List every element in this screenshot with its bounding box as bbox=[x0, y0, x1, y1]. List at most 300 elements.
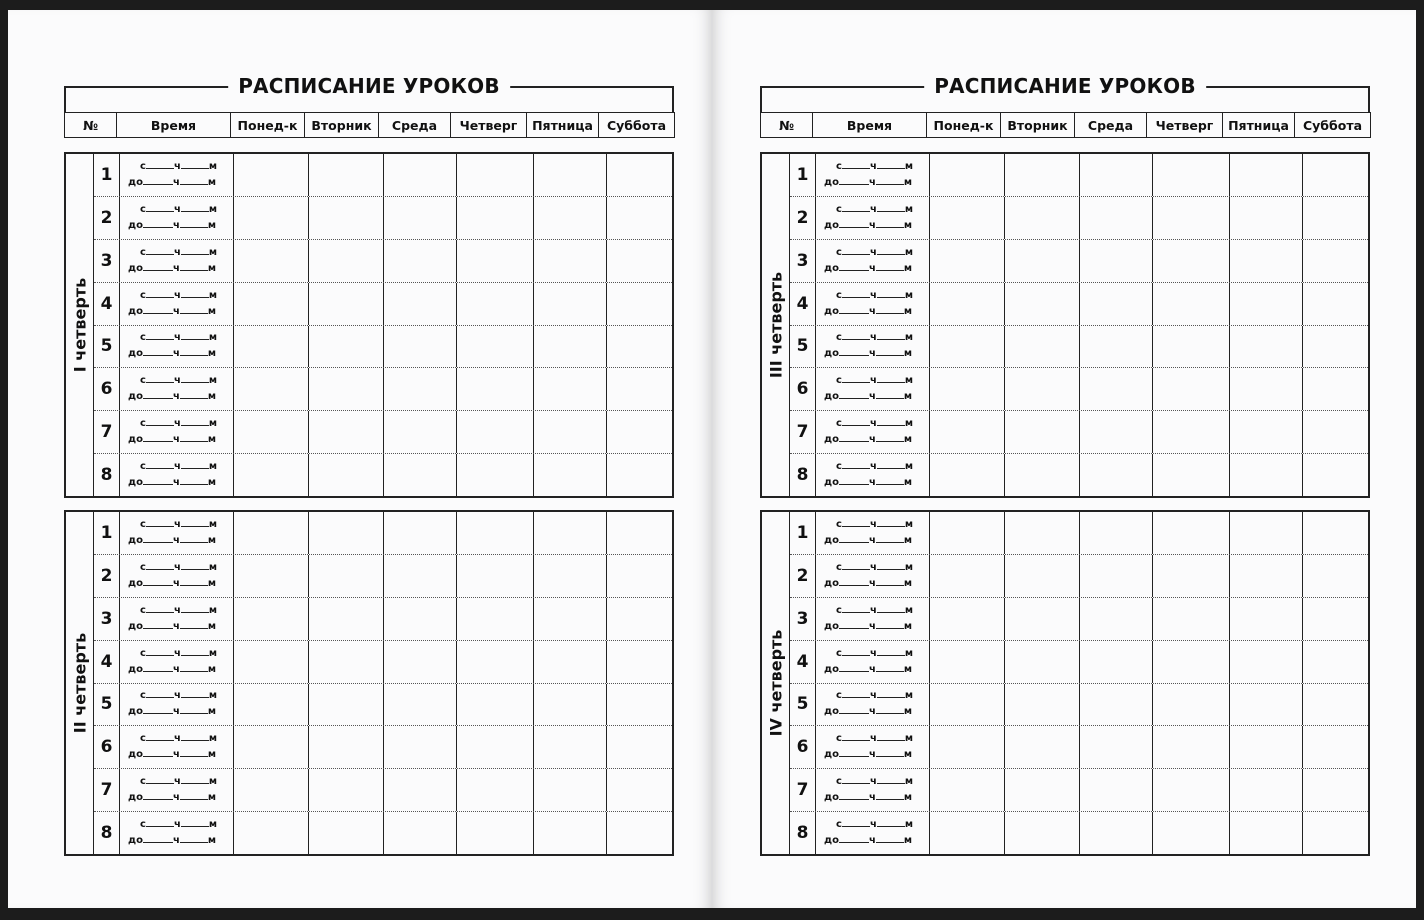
monday-cell[interactable] bbox=[930, 726, 1005, 768]
minutes-blank[interactable] bbox=[180, 261, 208, 271]
hours-blank[interactable] bbox=[143, 304, 173, 314]
saturday-cell[interactable] bbox=[607, 512, 672, 554]
friday-cell[interactable] bbox=[1230, 454, 1303, 496]
thursday-cell[interactable] bbox=[1153, 598, 1230, 640]
saturday-cell[interactable] bbox=[607, 555, 672, 597]
hours-blank[interactable] bbox=[839, 533, 869, 543]
minutes-blank[interactable] bbox=[877, 459, 905, 469]
thursday-cell[interactable] bbox=[1153, 555, 1230, 597]
lesson-time-field[interactable] bbox=[816, 812, 930, 854]
saturday-cell[interactable] bbox=[607, 726, 672, 768]
monday-cell[interactable] bbox=[234, 197, 309, 239]
saturday-cell[interactable] bbox=[1303, 512, 1368, 554]
friday-cell[interactable] bbox=[534, 283, 607, 325]
hours-blank[interactable] bbox=[146, 459, 174, 469]
monday-cell[interactable] bbox=[930, 411, 1005, 453]
monday-cell[interactable] bbox=[234, 598, 309, 640]
lesson-time-field[interactable] bbox=[120, 240, 234, 282]
minutes-blank[interactable] bbox=[181, 459, 209, 469]
minutes-blank[interactable] bbox=[181, 288, 209, 298]
thursday-cell[interactable] bbox=[457, 283, 534, 325]
friday-cell[interactable] bbox=[534, 555, 607, 597]
hours-blank[interactable] bbox=[839, 662, 869, 672]
wednesday-cell[interactable] bbox=[1080, 726, 1153, 768]
hours-blank[interactable] bbox=[143, 619, 173, 629]
thursday-cell[interactable] bbox=[457, 368, 534, 410]
thursday-cell[interactable] bbox=[1153, 812, 1230, 854]
lesson-time-field[interactable] bbox=[816, 197, 930, 239]
saturday-cell[interactable] bbox=[1303, 326, 1368, 368]
wednesday-cell[interactable] bbox=[384, 812, 457, 854]
wednesday-cell[interactable] bbox=[1080, 555, 1153, 597]
minutes-blank[interactable] bbox=[180, 704, 208, 714]
saturday-cell[interactable] bbox=[1303, 454, 1368, 496]
thursday-cell[interactable] bbox=[457, 555, 534, 597]
saturday-cell[interactable] bbox=[1303, 641, 1368, 683]
minutes-blank[interactable] bbox=[181, 202, 209, 212]
thursday-cell[interactable] bbox=[457, 512, 534, 554]
wednesday-cell[interactable] bbox=[1080, 154, 1153, 196]
monday-cell[interactable] bbox=[234, 641, 309, 683]
hours-blank[interactable] bbox=[842, 330, 870, 340]
hours-blank[interactable] bbox=[146, 245, 174, 255]
lesson-time-field[interactable] bbox=[120, 197, 234, 239]
hours-blank[interactable] bbox=[842, 774, 870, 784]
friday-cell[interactable] bbox=[1230, 684, 1303, 726]
hours-blank[interactable] bbox=[143, 389, 173, 399]
friday-cell[interactable] bbox=[534, 684, 607, 726]
tuesday-cell[interactable] bbox=[1005, 555, 1080, 597]
wednesday-cell[interactable] bbox=[1080, 769, 1153, 811]
hours-blank[interactable] bbox=[842, 646, 870, 656]
minutes-blank[interactable] bbox=[876, 261, 904, 271]
lesson-time-field[interactable] bbox=[120, 641, 234, 683]
saturday-cell[interactable] bbox=[607, 154, 672, 196]
saturday-cell[interactable] bbox=[607, 641, 672, 683]
thursday-cell[interactable] bbox=[457, 812, 534, 854]
minutes-blank[interactable] bbox=[180, 662, 208, 672]
wednesday-cell[interactable] bbox=[1080, 598, 1153, 640]
tuesday-cell[interactable] bbox=[309, 454, 384, 496]
monday-cell[interactable] bbox=[930, 598, 1005, 640]
friday-cell[interactable] bbox=[1230, 641, 1303, 683]
tuesday-cell[interactable] bbox=[309, 555, 384, 597]
tuesday-cell[interactable] bbox=[1005, 326, 1080, 368]
tuesday-cell[interactable] bbox=[1005, 154, 1080, 196]
minutes-blank[interactable] bbox=[181, 416, 209, 426]
hours-blank[interactable] bbox=[842, 688, 870, 698]
lesson-time-field[interactable] bbox=[120, 411, 234, 453]
monday-cell[interactable] bbox=[234, 283, 309, 325]
thursday-cell[interactable] bbox=[457, 240, 534, 282]
hours-blank[interactable] bbox=[842, 517, 870, 527]
hours-blank[interactable] bbox=[146, 330, 174, 340]
minutes-blank[interactable] bbox=[181, 330, 209, 340]
minutes-blank[interactable] bbox=[877, 330, 905, 340]
monday-cell[interactable] bbox=[930, 512, 1005, 554]
monday-cell[interactable] bbox=[930, 555, 1005, 597]
minutes-blank[interactable] bbox=[876, 790, 904, 800]
hours-blank[interactable] bbox=[842, 245, 870, 255]
thursday-cell[interactable] bbox=[457, 684, 534, 726]
friday-cell[interactable] bbox=[534, 812, 607, 854]
minutes-blank[interactable] bbox=[876, 662, 904, 672]
tuesday-cell[interactable] bbox=[1005, 684, 1080, 726]
lesson-time-field[interactable] bbox=[816, 598, 930, 640]
monday-cell[interactable] bbox=[930, 283, 1005, 325]
wednesday-cell[interactable] bbox=[384, 411, 457, 453]
saturday-cell[interactable] bbox=[607, 240, 672, 282]
hours-blank[interactable] bbox=[146, 603, 174, 613]
tuesday-cell[interactable] bbox=[1005, 197, 1080, 239]
thursday-cell[interactable] bbox=[1153, 154, 1230, 196]
hours-blank[interactable] bbox=[146, 288, 174, 298]
hours-blank[interactable] bbox=[146, 159, 174, 169]
thursday-cell[interactable] bbox=[457, 726, 534, 768]
minutes-blank[interactable] bbox=[876, 833, 904, 843]
tuesday-cell[interactable] bbox=[1005, 368, 1080, 410]
tuesday-cell[interactable] bbox=[309, 154, 384, 196]
monday-cell[interactable] bbox=[234, 769, 309, 811]
minutes-blank[interactable] bbox=[877, 731, 905, 741]
tuesday-cell[interactable] bbox=[309, 283, 384, 325]
minutes-blank[interactable] bbox=[877, 646, 905, 656]
lesson-time-field[interactable] bbox=[120, 454, 234, 496]
minutes-blank[interactable] bbox=[876, 619, 904, 629]
minutes-blank[interactable] bbox=[180, 833, 208, 843]
tuesday-cell[interactable] bbox=[309, 812, 384, 854]
saturday-cell[interactable] bbox=[1303, 411, 1368, 453]
monday-cell[interactable] bbox=[930, 154, 1005, 196]
wednesday-cell[interactable] bbox=[384, 368, 457, 410]
minutes-blank[interactable] bbox=[180, 346, 208, 356]
minutes-blank[interactable] bbox=[876, 175, 904, 185]
wednesday-cell[interactable] bbox=[384, 197, 457, 239]
tuesday-cell[interactable] bbox=[1005, 598, 1080, 640]
lesson-time-field[interactable] bbox=[816, 326, 930, 368]
saturday-cell[interactable] bbox=[1303, 726, 1368, 768]
minutes-blank[interactable] bbox=[181, 159, 209, 169]
minutes-blank[interactable] bbox=[181, 688, 209, 698]
thursday-cell[interactable] bbox=[1153, 368, 1230, 410]
monday-cell[interactable] bbox=[234, 812, 309, 854]
lesson-time-field[interactable] bbox=[120, 812, 234, 854]
monday-cell[interactable] bbox=[930, 684, 1005, 726]
hours-blank[interactable] bbox=[146, 517, 174, 527]
minutes-blank[interactable] bbox=[181, 603, 209, 613]
saturday-cell[interactable] bbox=[1303, 240, 1368, 282]
wednesday-cell[interactable] bbox=[1080, 240, 1153, 282]
hours-blank[interactable] bbox=[839, 218, 869, 228]
hours-blank[interactable] bbox=[143, 475, 173, 485]
hours-blank[interactable] bbox=[839, 833, 869, 843]
thursday-cell[interactable] bbox=[457, 598, 534, 640]
hours-blank[interactable] bbox=[839, 304, 869, 314]
friday-cell[interactable] bbox=[534, 726, 607, 768]
lesson-time-field[interactable] bbox=[816, 512, 930, 554]
tuesday-cell[interactable] bbox=[309, 411, 384, 453]
monday-cell[interactable] bbox=[930, 326, 1005, 368]
minutes-blank[interactable] bbox=[876, 346, 904, 356]
hours-blank[interactable] bbox=[842, 416, 870, 426]
monday-cell[interactable] bbox=[234, 726, 309, 768]
friday-cell[interactable] bbox=[1230, 512, 1303, 554]
friday-cell[interactable] bbox=[1230, 283, 1303, 325]
monday-cell[interactable] bbox=[234, 326, 309, 368]
thursday-cell[interactable] bbox=[1153, 326, 1230, 368]
hours-blank[interactable] bbox=[842, 459, 870, 469]
tuesday-cell[interactable] bbox=[309, 641, 384, 683]
lesson-time-field[interactable] bbox=[816, 555, 930, 597]
lesson-time-field[interactable] bbox=[816, 283, 930, 325]
wednesday-cell[interactable] bbox=[384, 240, 457, 282]
hours-blank[interactable] bbox=[839, 619, 869, 629]
tuesday-cell[interactable] bbox=[309, 598, 384, 640]
friday-cell[interactable] bbox=[1230, 411, 1303, 453]
minutes-blank[interactable] bbox=[876, 475, 904, 485]
monday-cell[interactable] bbox=[234, 512, 309, 554]
hours-blank[interactable] bbox=[146, 560, 174, 570]
minutes-blank[interactable] bbox=[180, 218, 208, 228]
monday-cell[interactable] bbox=[930, 197, 1005, 239]
saturday-cell[interactable] bbox=[1303, 684, 1368, 726]
hours-blank[interactable] bbox=[146, 731, 174, 741]
minutes-blank[interactable] bbox=[877, 288, 905, 298]
friday-cell[interactable] bbox=[1230, 368, 1303, 410]
hours-blank[interactable] bbox=[143, 346, 173, 356]
tuesday-cell[interactable] bbox=[309, 326, 384, 368]
wednesday-cell[interactable] bbox=[1080, 368, 1153, 410]
friday-cell[interactable] bbox=[534, 641, 607, 683]
tuesday-cell[interactable] bbox=[1005, 411, 1080, 453]
hours-blank[interactable] bbox=[839, 475, 869, 485]
minutes-blank[interactable] bbox=[876, 218, 904, 228]
friday-cell[interactable] bbox=[1230, 240, 1303, 282]
hours-blank[interactable] bbox=[839, 704, 869, 714]
thursday-cell[interactable] bbox=[1153, 454, 1230, 496]
minutes-blank[interactable] bbox=[181, 560, 209, 570]
minutes-blank[interactable] bbox=[181, 646, 209, 656]
saturday-cell[interactable] bbox=[1303, 555, 1368, 597]
minutes-blank[interactable] bbox=[876, 533, 904, 543]
thursday-cell[interactable] bbox=[1153, 684, 1230, 726]
hours-blank[interactable] bbox=[146, 817, 174, 827]
tuesday-cell[interactable] bbox=[1005, 283, 1080, 325]
saturday-cell[interactable] bbox=[607, 812, 672, 854]
thursday-cell[interactable] bbox=[1153, 411, 1230, 453]
lesson-time-field[interactable] bbox=[816, 454, 930, 496]
hours-blank[interactable] bbox=[842, 288, 870, 298]
wednesday-cell[interactable] bbox=[1080, 411, 1153, 453]
hours-blank[interactable] bbox=[842, 817, 870, 827]
hours-blank[interactable] bbox=[842, 159, 870, 169]
hours-blank[interactable] bbox=[842, 560, 870, 570]
tuesday-cell[interactable] bbox=[309, 197, 384, 239]
friday-cell[interactable] bbox=[534, 154, 607, 196]
thursday-cell[interactable] bbox=[1153, 283, 1230, 325]
thursday-cell[interactable] bbox=[457, 641, 534, 683]
hours-blank[interactable] bbox=[839, 175, 869, 185]
thursday-cell[interactable] bbox=[1153, 512, 1230, 554]
tuesday-cell[interactable] bbox=[309, 684, 384, 726]
wednesday-cell[interactable] bbox=[1080, 326, 1153, 368]
friday-cell[interactable] bbox=[1230, 598, 1303, 640]
hours-blank[interactable] bbox=[839, 261, 869, 271]
minutes-blank[interactable] bbox=[876, 389, 904, 399]
monday-cell[interactable] bbox=[234, 411, 309, 453]
minutes-blank[interactable] bbox=[181, 245, 209, 255]
hours-blank[interactable] bbox=[842, 603, 870, 613]
saturday-cell[interactable] bbox=[607, 197, 672, 239]
saturday-cell[interactable] bbox=[607, 368, 672, 410]
tuesday-cell[interactable] bbox=[1005, 726, 1080, 768]
lesson-time-field[interactable] bbox=[816, 641, 930, 683]
wednesday-cell[interactable] bbox=[1080, 684, 1153, 726]
monday-cell[interactable] bbox=[234, 454, 309, 496]
tuesday-cell[interactable] bbox=[309, 368, 384, 410]
friday-cell[interactable] bbox=[534, 368, 607, 410]
thursday-cell[interactable] bbox=[1153, 240, 1230, 282]
friday-cell[interactable] bbox=[1230, 769, 1303, 811]
monday-cell[interactable] bbox=[234, 240, 309, 282]
tuesday-cell[interactable] bbox=[1005, 240, 1080, 282]
minutes-blank[interactable] bbox=[877, 373, 905, 383]
tuesday-cell[interactable] bbox=[1005, 641, 1080, 683]
hours-blank[interactable] bbox=[839, 747, 869, 757]
friday-cell[interactable] bbox=[1230, 812, 1303, 854]
friday-cell[interactable] bbox=[1230, 197, 1303, 239]
saturday-cell[interactable] bbox=[607, 326, 672, 368]
thursday-cell[interactable] bbox=[457, 197, 534, 239]
friday-cell[interactable] bbox=[1230, 326, 1303, 368]
minutes-blank[interactable] bbox=[181, 373, 209, 383]
minutes-blank[interactable] bbox=[180, 533, 208, 543]
saturday-cell[interactable] bbox=[1303, 154, 1368, 196]
hours-blank[interactable] bbox=[839, 790, 869, 800]
wednesday-cell[interactable] bbox=[1080, 283, 1153, 325]
hours-blank[interactable] bbox=[146, 688, 174, 698]
friday-cell[interactable] bbox=[1230, 154, 1303, 196]
hours-blank[interactable] bbox=[146, 416, 174, 426]
friday-cell[interactable] bbox=[1230, 726, 1303, 768]
thursday-cell[interactable] bbox=[457, 154, 534, 196]
minutes-blank[interactable] bbox=[877, 202, 905, 212]
friday-cell[interactable] bbox=[534, 411, 607, 453]
minutes-blank[interactable] bbox=[180, 576, 208, 586]
tuesday-cell[interactable] bbox=[1005, 812, 1080, 854]
wednesday-cell[interactable] bbox=[384, 769, 457, 811]
minutes-blank[interactable] bbox=[877, 603, 905, 613]
wednesday-cell[interactable] bbox=[384, 555, 457, 597]
hours-blank[interactable] bbox=[143, 790, 173, 800]
thursday-cell[interactable] bbox=[1153, 641, 1230, 683]
thursday-cell[interactable] bbox=[457, 769, 534, 811]
tuesday-cell[interactable] bbox=[1005, 512, 1080, 554]
lesson-time-field[interactable] bbox=[816, 726, 930, 768]
wednesday-cell[interactable] bbox=[1080, 454, 1153, 496]
lesson-time-field[interactable] bbox=[816, 769, 930, 811]
friday-cell[interactable] bbox=[534, 512, 607, 554]
lesson-time-field[interactable] bbox=[120, 726, 234, 768]
thursday-cell[interactable] bbox=[1153, 769, 1230, 811]
hours-blank[interactable] bbox=[143, 218, 173, 228]
saturday-cell[interactable] bbox=[607, 598, 672, 640]
minutes-blank[interactable] bbox=[877, 517, 905, 527]
minutes-blank[interactable] bbox=[180, 475, 208, 485]
wednesday-cell[interactable] bbox=[384, 726, 457, 768]
lesson-time-field[interactable] bbox=[120, 769, 234, 811]
minutes-blank[interactable] bbox=[876, 747, 904, 757]
hours-blank[interactable] bbox=[143, 704, 173, 714]
friday-cell[interactable] bbox=[534, 240, 607, 282]
minutes-blank[interactable] bbox=[877, 416, 905, 426]
lesson-time-field[interactable] bbox=[816, 411, 930, 453]
lesson-time-field[interactable] bbox=[816, 684, 930, 726]
minutes-blank[interactable] bbox=[877, 774, 905, 784]
tuesday-cell[interactable] bbox=[1005, 769, 1080, 811]
minutes-blank[interactable] bbox=[181, 817, 209, 827]
friday-cell[interactable] bbox=[534, 197, 607, 239]
hours-blank[interactable] bbox=[842, 373, 870, 383]
monday-cell[interactable] bbox=[930, 454, 1005, 496]
wednesday-cell[interactable] bbox=[1080, 641, 1153, 683]
hours-blank[interactable] bbox=[143, 261, 173, 271]
tuesday-cell[interactable] bbox=[309, 769, 384, 811]
friday-cell[interactable] bbox=[1230, 555, 1303, 597]
minutes-blank[interactable] bbox=[180, 304, 208, 314]
lesson-time-field[interactable] bbox=[816, 240, 930, 282]
saturday-cell[interactable] bbox=[607, 454, 672, 496]
lesson-time-field[interactable] bbox=[816, 154, 930, 196]
thursday-cell[interactable] bbox=[457, 411, 534, 453]
minutes-blank[interactable] bbox=[180, 619, 208, 629]
friday-cell[interactable] bbox=[534, 326, 607, 368]
minutes-blank[interactable] bbox=[181, 731, 209, 741]
monday-cell[interactable] bbox=[234, 684, 309, 726]
lesson-time-field[interactable] bbox=[120, 326, 234, 368]
wednesday-cell[interactable] bbox=[384, 154, 457, 196]
friday-cell[interactable] bbox=[534, 598, 607, 640]
wednesday-cell[interactable] bbox=[1080, 512, 1153, 554]
minutes-blank[interactable] bbox=[876, 304, 904, 314]
thursday-cell[interactable] bbox=[1153, 197, 1230, 239]
hours-blank[interactable] bbox=[842, 202, 870, 212]
wednesday-cell[interactable] bbox=[384, 598, 457, 640]
saturday-cell[interactable] bbox=[1303, 283, 1368, 325]
minutes-blank[interactable] bbox=[877, 159, 905, 169]
wednesday-cell[interactable] bbox=[384, 283, 457, 325]
hours-blank[interactable] bbox=[143, 662, 173, 672]
minutes-blank[interactable] bbox=[180, 790, 208, 800]
lesson-time-field[interactable] bbox=[120, 154, 234, 196]
minutes-blank[interactable] bbox=[180, 747, 208, 757]
hours-blank[interactable] bbox=[146, 373, 174, 383]
lesson-time-field[interactable] bbox=[120, 512, 234, 554]
hours-blank[interactable] bbox=[146, 774, 174, 784]
tuesday-cell[interactable] bbox=[309, 240, 384, 282]
saturday-cell[interactable] bbox=[1303, 197, 1368, 239]
monday-cell[interactable] bbox=[930, 641, 1005, 683]
hours-blank[interactable] bbox=[143, 576, 173, 586]
minutes-blank[interactable] bbox=[181, 774, 209, 784]
saturday-cell[interactable] bbox=[607, 769, 672, 811]
wednesday-cell[interactable] bbox=[1080, 197, 1153, 239]
lesson-time-field[interactable] bbox=[120, 684, 234, 726]
monday-cell[interactable] bbox=[234, 154, 309, 196]
lesson-time-field[interactable] bbox=[120, 368, 234, 410]
lesson-time-field[interactable] bbox=[120, 598, 234, 640]
saturday-cell[interactable] bbox=[607, 283, 672, 325]
